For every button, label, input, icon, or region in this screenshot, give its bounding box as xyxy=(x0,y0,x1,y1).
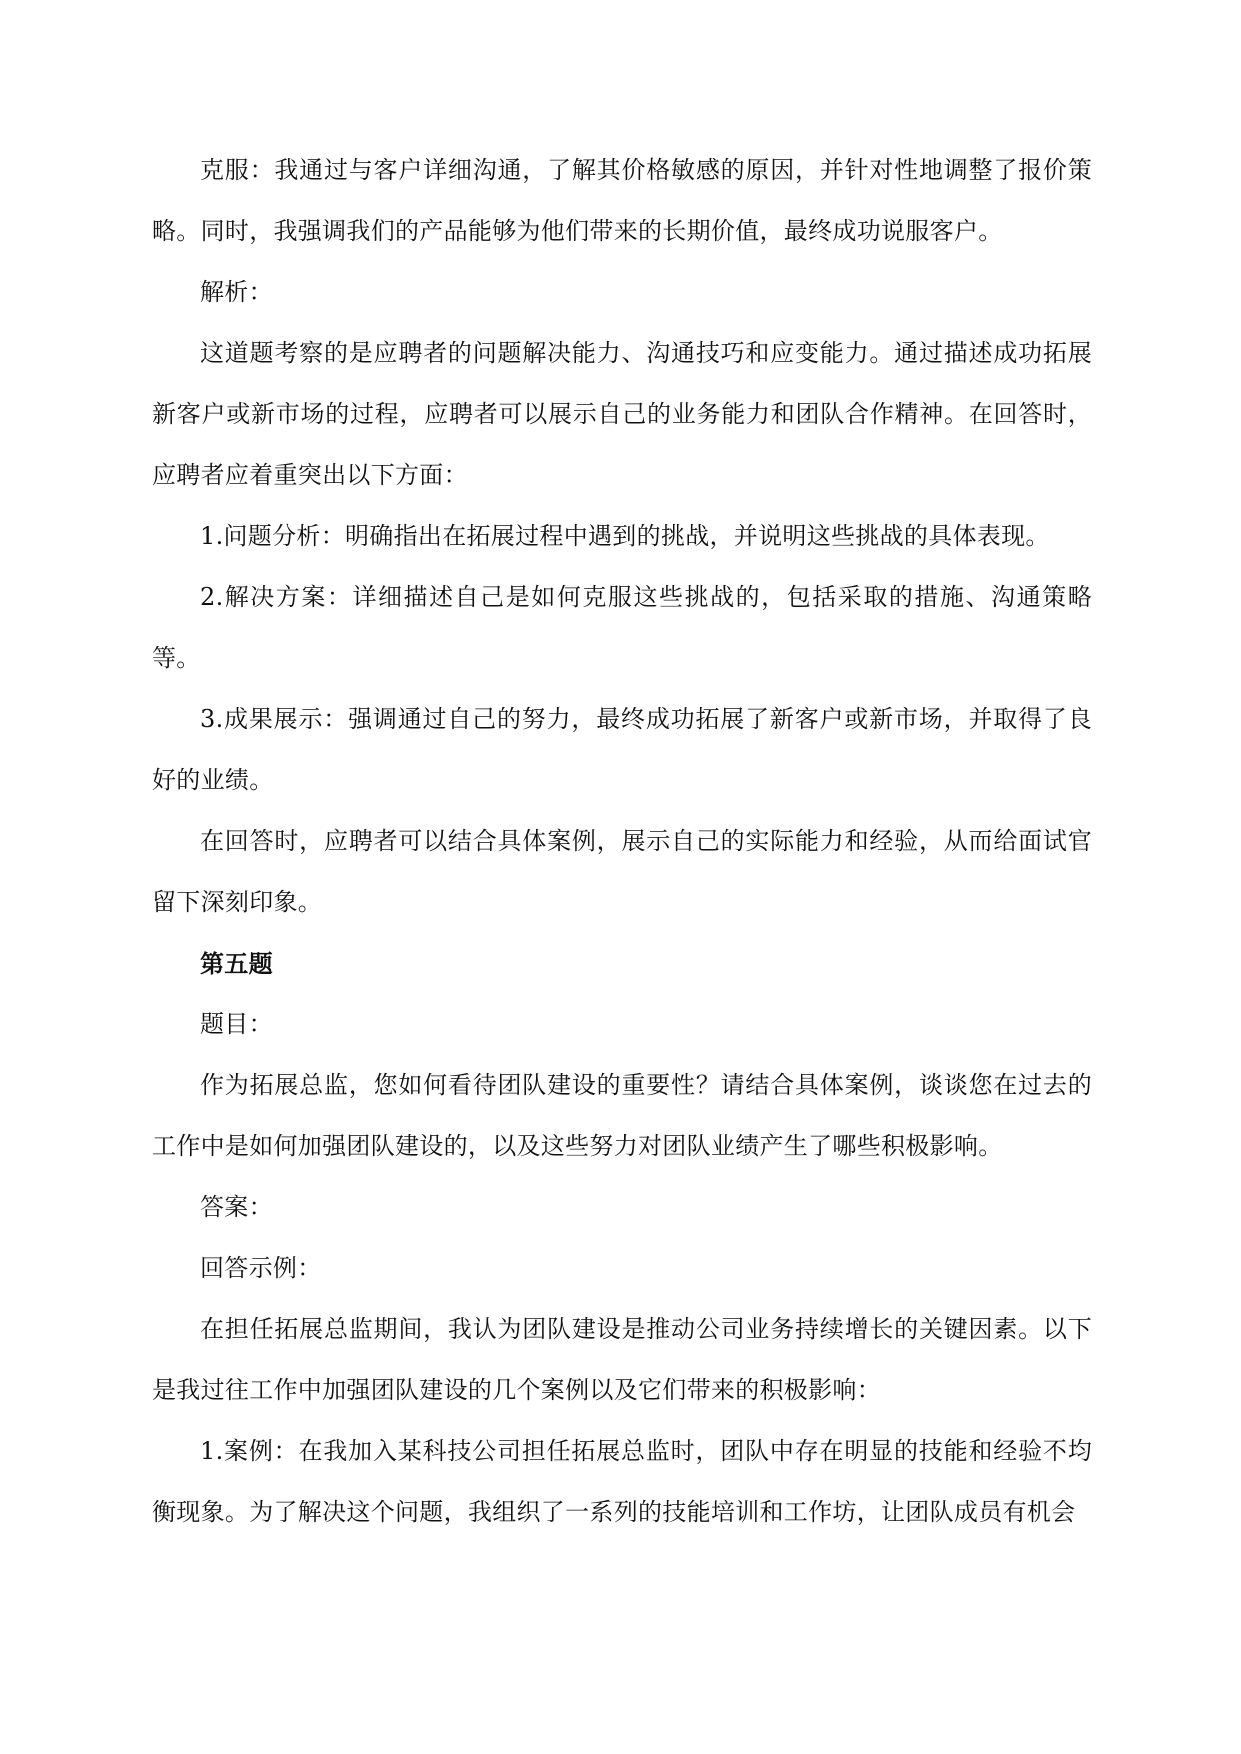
section-heading-question-5: 第五题 xyxy=(200,949,273,978)
paragraph-analysis-label: 解析： xyxy=(200,278,273,306)
paragraph-example-intro: 在担任拓展总监期间，我认为团队建设是推动公司业务持续增长的关键因素。以下是我过往工作中加强团队建设的几个案例以及它们带来的积极影响： xyxy=(152,1315,1092,1404)
paragraph-question-body: 作为拓展总监，您如何看待团队建设的重要性？请结合具体案例，谈谈您在过去的工作中是如何加强团队建设的，以及这些努力对团队业绩产生了哪些积极影响。 xyxy=(152,1071,1092,1160)
paragraph-answer-label: 答案： xyxy=(200,1193,273,1221)
paragraph-question-label: 题目： xyxy=(200,1010,273,1038)
paragraph-analysis-body: 这道题考察的是应聘者的问题解决能力、沟通技巧和应变能力。通过描述成功拓展新客户或新市场的过程，应聘者可以展示自己的业务能力和团队合作精神。在回答时，应聘者应着重突出以下方面： xyxy=(152,339,1092,489)
list-item-case-1: 1.案例：在我加入某科技公司担任拓展总监时，团队中存在明显的技能和经验不均衡现象。为了解决这个问题，我组织了一系列的技能培训和工作坊，让团队成员有机会 xyxy=(152,1437,1092,1526)
list-item-results: 3.成果展示：强调通过自己的努力，最终成功拓展了新客户或新市场，并取得了良好的业绩。 xyxy=(152,705,1092,794)
paragraph-example-label: 回答示例： xyxy=(200,1254,322,1282)
document-page xyxy=(152,140,1092,1543)
paragraph-overcome: 克服：我通过与客户详细沟通，了解其价格敏感的原因，并针对性地调整了报价策略。同时，我强调我们的产品能够为他们带来的长期价值，最终成功说服客户。 xyxy=(152,156,1092,245)
list-item-problem-analysis: 1.问题分析：明确指出在拓展过程中遇到的挑战，并说明这些挑战的具体表现。 xyxy=(200,522,1050,550)
paragraph-answer-tip: 在回答时，应聘者可以结合具体案例，展示自己的实际能力和经验，从而给面试官留下深刻印象。 xyxy=(152,827,1092,916)
list-item-solution: 2.解决方案：详细描述自己是如何克服这些挑战的，包括采取的措施、沟通策略等。 xyxy=(152,583,1092,672)
